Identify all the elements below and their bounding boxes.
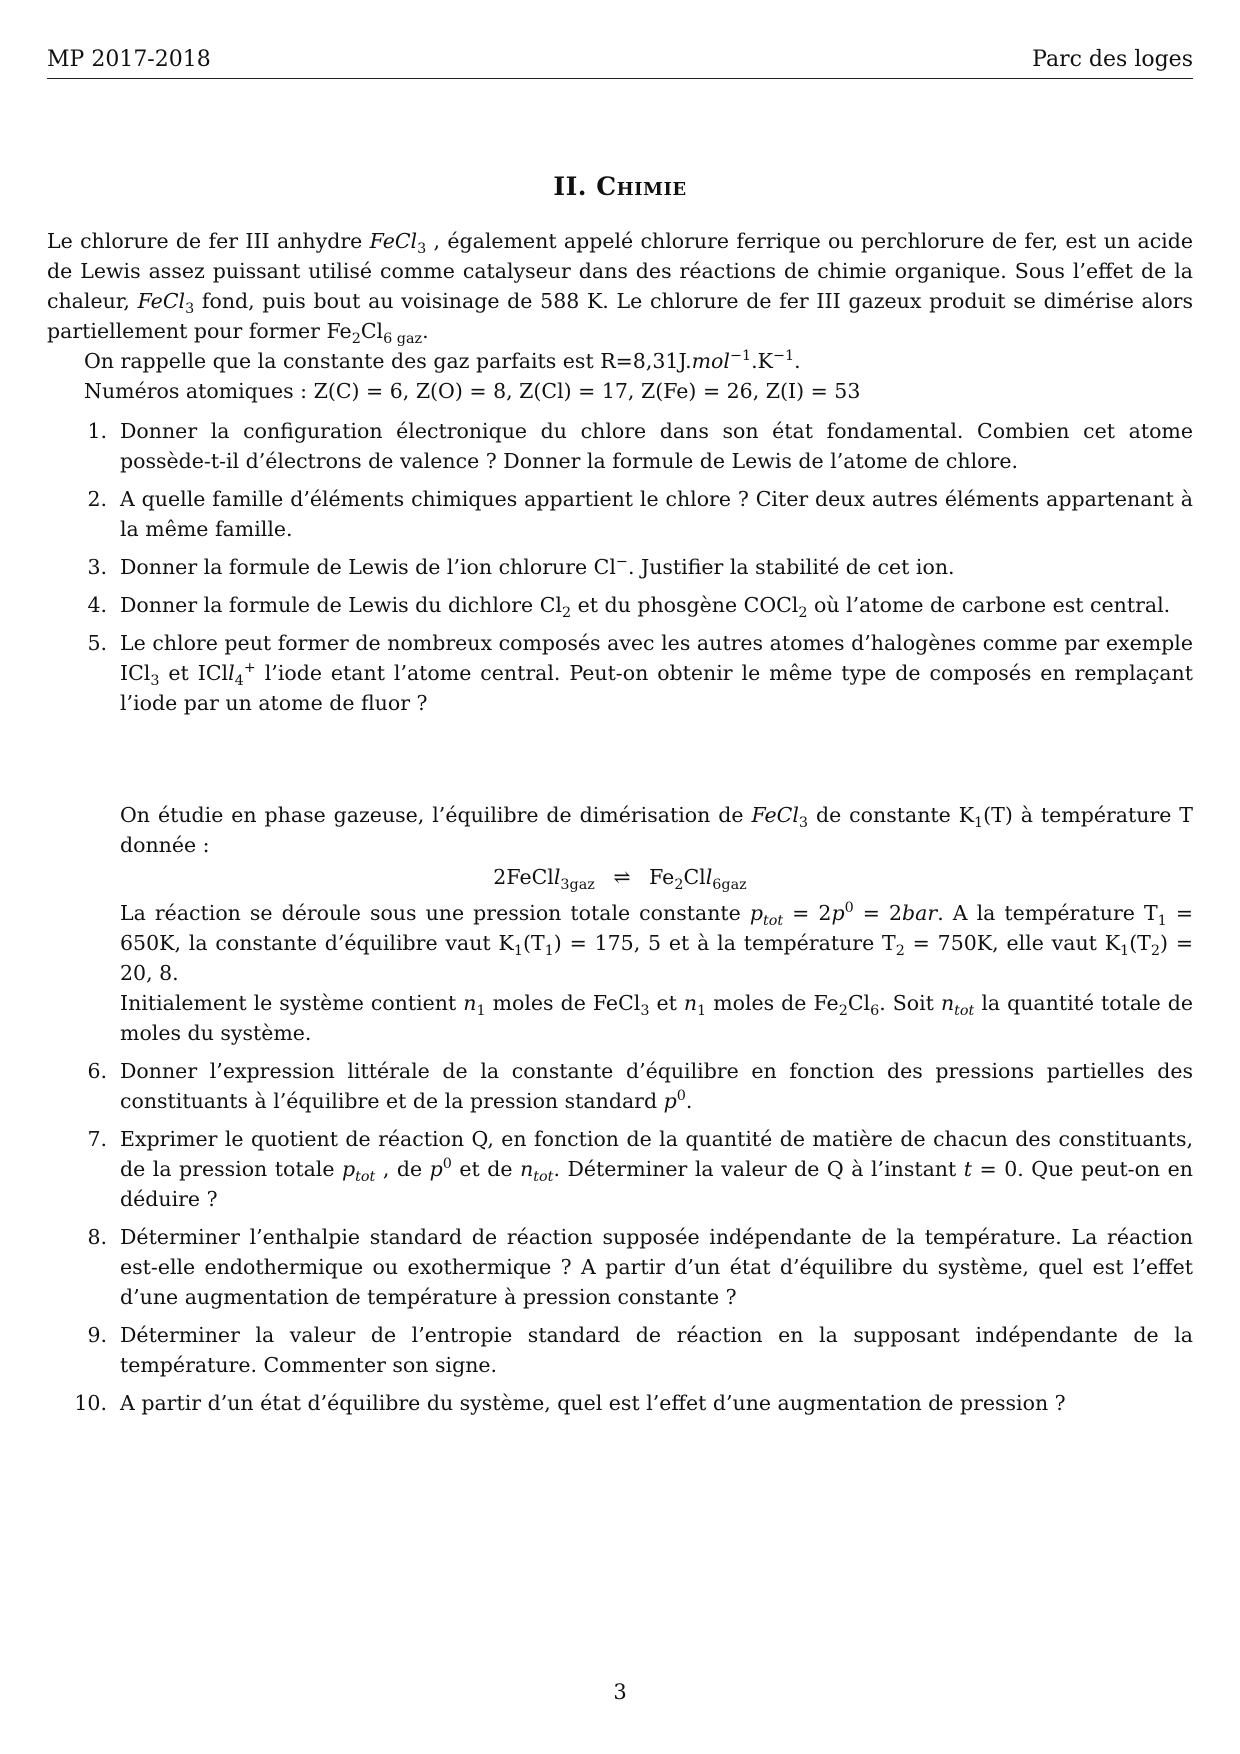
- gas-constant-line: On rappelle que la constante des gaz parfaits est $R=8,31J.mol^{-1}.K^{-1}$.: [84, 348, 801, 373]
- question-item: 7. Exprimer le quotient de réaction Q, en fonction de la quantité de matière de chacun des constituants, de la pression totale $p_{tot}$ , de $p^0$ et de $n_{tot}$. Déterminer la valeur de Q à l’instant t = 0. Que peut-on en déduire ?: [87, 1127, 1193, 1211]
- header-school: Parc des loges: [1032, 47, 1193, 72]
- pressure-paragraph: La réaction se déroule sous une pression totale constante $p_{tot} = 2p^0 = 2bar$. A la température $T_1 = 650K$, la constante d’équilibre vaut $K_1(T_1) = 175$, 5 et à la température $T_2 = 750K$, elle vaut $K_1(T_2) = 20$, 8.: [120, 900, 1193, 985]
- atomic-numbers-line: Numéros atomiques : Z(C) = 6, Z(O) = 8, Z(Cl) = 17, Z(Fe) = 26, Z(I) = 53: [84, 379, 861, 403]
- question-list-part1: [47, 416, 1193, 718]
- initial-state-paragraph: Initialement le système contient $n_1$ moles de FeCl$_3$ et $n_1$ moles de $Fe_2Cl_6$. Soit $n_{tot}$ la quantité totale de moles du système.: [120, 991, 1194, 1045]
- equilibrium-arrow-icon: ⇌: [613, 865, 631, 889]
- question-item: 10. A partir d’un état d’équilibre du système, quel est l’effet d’une augmentation de pression ?: [74, 1391, 1066, 1415]
- question-item: 5. Le chlore peut former de nombreux composés avec les autres atomes d’halogènes comme par exemple ICl$_3$ et ICll$_4$+ l’iode etant l’atome central. Peut-on obtenir le même type de composés en remplaçant l’iode par un atome de fluor ?: [87, 631, 1193, 715]
- header-class-year: MP 2017-2018: [47, 47, 211, 72]
- page-header: [47, 44, 1193, 79]
- question-list-part2: [47, 1056, 1193, 1418]
- question-item: 4. Donner la formule de Lewis du dichlore $Cl_2$ et du phosgène COCl$_2$ où l’atome de carbone est central.: [87, 593, 1171, 622]
- question-item: 2. A quelle famille d’éléments chimiques appartient le chlore ? Citer deux autres éléments appartenant à la même famille.: [87, 487, 1193, 541]
- question-item: 9. Déterminer la valeur de l’entropie standard de réaction en la supposant indépendante de la température. Commenter son signe.: [87, 1323, 1193, 1377]
- section-numeral: II.: [553, 172, 587, 201]
- question-item: 1. Donner la configuration électronique du chlore dans son état fondamental. Combien cet atome possède-t-il d’électrons de valence ? Donner la formule de Lewis de l’atome de chlore.: [87, 419, 1193, 473]
- page-number: 3: [613, 1680, 627, 1704]
- question-item: 6. Donner l’expression littérale de la constante d’équilibre en fonction des pressions partielles des constituants à l’équilibre et de la pression standard $p^0$.: [87, 1059, 1193, 1113]
- question-item: 3. Donner la formule de Lewis de l’ion chlorure Cl−. Justifier la stabilité de cet ion.: [87, 554, 955, 579]
- question-item: 8. Déterminer l’enthalpie standard de réaction supposée indépendante de la température. La réaction est-elle endothermique ou exothermique ? A partir d’un état d’équilibre du système, quel est l’effet d’une augmentation de température à pression constante ?: [87, 1225, 1193, 1309]
- reaction-equation: 2FeCll$_{3gaz}$ ⇌ $Fe_2Cll_{6gaz}$: [47, 862, 1193, 892]
- equilibrium-intro: On étudie en phase gazeuse, l’équilibre de dimérisation de FeCl$_3$ de constante $K_1(T)$ à température T donnée :: [120, 803, 1193, 857]
- section-name: Chimie: [596, 172, 687, 201]
- document-body: [47, 226, 1193, 1426]
- section-title: [0, 172, 1240, 201]
- intro-paragraph: Le chlorure de fer III anhydre FeCl$_3$ , également appelé chlorure ferrique ou perchlorure de fer, est un acide de Lewis assez puissant utilisé comme catalyseur dans des réactions de chimie organique. Sous l’effet de la chaleur, FeCl$_3$ fond, puis bout au voisinage de 588 K. Le chlorure de fer III gazeux produit se dimérise alors partiellement pour former $Fe_2Cl_{6 gaz}$.: [47, 229, 1193, 348]
